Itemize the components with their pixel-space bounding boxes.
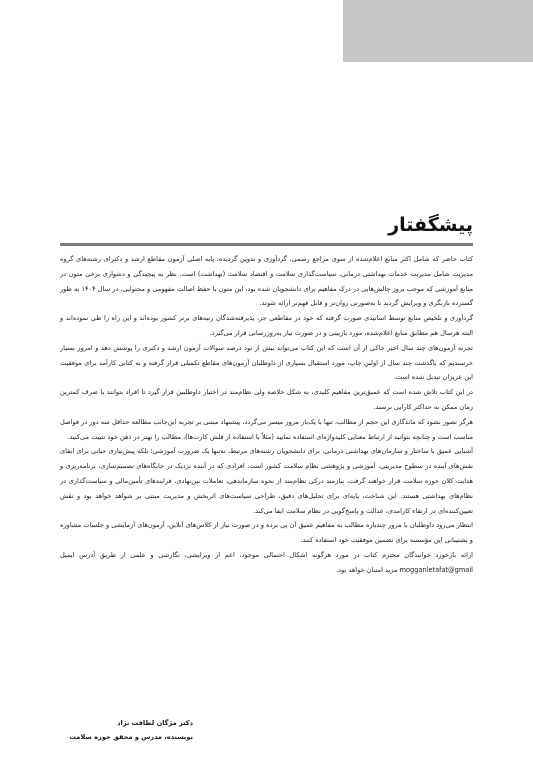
page-title: پیشگفتار	[388, 214, 473, 236]
author-role: نویسنده، مدرس و محقق حوزه سلامت	[69, 733, 193, 741]
paragraph-1: کتاب حاضر که شامل اکثر منابع اعلام‌شده از سوی مراجع رسمی، گردآوری و تدوین گردیده، پایه اصلی آزمون مقاطع ارشد و دکترای رشته‌های گروه مدیریت شامل مدیریت خدمات بهداشتی درمانی، سیاست‌گذاری سلامت و اقتصاد سلامت (بهداشت) است. نظر به پیچیدگی و دشواری برخی متون در منابع آموزشی که موجب بروز چالش‌هایی در درک مفاهیم برای دانشجویان شده بود، این متون با حفظ اصالت مفهومی و محتوایی، در سال ۱۴۰۴ به طور گسترده بازنگری و ویرایش گردید تا به‌صورتی روان‌تر و قابل فهم‌تر ارائه شوند.	[60, 255, 473, 308]
paragraph-4: در این کتاب تلاش شده است که عمیق‌ترین مفاهیم کلیدی، به شکل خلاصه ولی نظام‌مند در اختیار داوطلبین قرار گیرد تا افراد بتوانند با صرف کمترین زمان ممکن به حداکثر کارایی برسند.	[60, 388, 473, 411]
header-gray-block	[343, 0, 533, 62]
paragraph-2: گردآوری و تلخیص منابع توسط اساتیدی صورت گرفته که خود در مقاطعی جز، پذیرفته‌شدگان رتبه‌های برتر کشور بوده‌اند و این راه را طی نموده‌اند و البته هرسال هم مطابق منابع اعلام‌شده، مورد بازبینی و در صورت نیاز به‌روزرسانی قرار می‌گیرد.	[60, 314, 473, 337]
paragraph-8-suffix: مزید امتنان خواهد بود.	[335, 565, 398, 574]
paragraph-8	[60, 548, 473, 578]
paragraph-8-text: ارائه بازخورد خوانندگان محترم کتاب در مورد هرگونه اشکال احتمالی موجود، اعم از ویرایشی، نگارشی و علمی از طریق آدرس ایمیل	[60, 550, 473, 559]
paragraph-7: انتظار می‌رود داوطلبان با مرور چندباره مطالب به مفاهیم عمیق آن پی برده و در صورت نیاز از کلاس‌های آنلاین، آزمون‌های آزمایشی و جلسات مشاوره و پشتیبانی این مؤسسه برای تضمین موفقیت خود استفاده کنند.	[60, 521, 473, 545]
author-signature	[69, 716, 193, 744]
paragraph-6: آشنایی عمیق با ساختار و سازمان‌های بهداشتی درمانی، برای دانشجویان رشته‌های مرتبط، نه‌تنها یک ضرورت آموزشی؛ بلکه پیش‌نیازی حیاتی برای ایفای نقش‌های آینده در سطوح مدیریتی، آموزشی و پژوهشی نظام سلامت کشور است. افرادی که در آینده نزدیک در جایگاه‌های تصمیم‌سازی، برنامه‌ریزی و هدایت کلان حوزه سلامت قرار خواهند گرفت، نیازمند درکی نظام‌مند از نحوه سازماندهی، تعاملات بین‌نهادی، فرایندهای تأمین‌مالی و سیاست‌گذاری در نظام‌های بهداشتی هستند. این شناخت، پایه‌ای برای تحلیل‌های دقیق، طراحی سیاست‌های اثربخش و مدیریت مبتنی بر شواهد خواهد بود و نقش تعیین‌کننده‌ای در ارتقاء کارامدی، عدالت و پاسخ‌گویی در نظام سلامت ایفا می‌کند.	[60, 447, 473, 515]
title-underline	[60, 243, 473, 246]
header-band	[0, 0, 533, 62]
paragraph-5: هرگز تصور نشود که ماندگاری این حجم از مطالب، تنها با یک‌بار مرور میسر می‌گردد، پیشنهاد مبتنی بر تجربه این‌جانب مطالعه حداقل سه دور در فواصل مناسب است و چنانچه بتوانید از ارتباط معنایی کلیدواژه‌ای استفاده نمایید (مثلاً با استفاده از فلش کارت‌ها)، مطالب را بهتر در ذهن خود تثبیت می‌کنید.	[60, 417, 473, 441]
paragraph-3: تجربه آزمون‌های چند سال اخیر حاکی از آن است که این کتاب می‌تواند بیش از نود درصد سوالات آزمون ارشد و دکتری را پوشش دهد و امروز بسیار خرسندیم که باگذشت چند سال از اولین چاپ، مورد استقبال بسیاری از داوطلبان آزمون‌های مقاطع تکمیلی قرار گرفته و به کتابی کارآمد برای موفقیت این عزیزان تبدیل شده است.	[60, 343, 473, 382]
email-address: mogganletafat@gmail	[399, 565, 473, 574]
preface-heading-row	[60, 214, 473, 248]
author-name: دکتر مژگان لطافت نژاد	[117, 719, 193, 727]
preface-body	[60, 252, 473, 578]
